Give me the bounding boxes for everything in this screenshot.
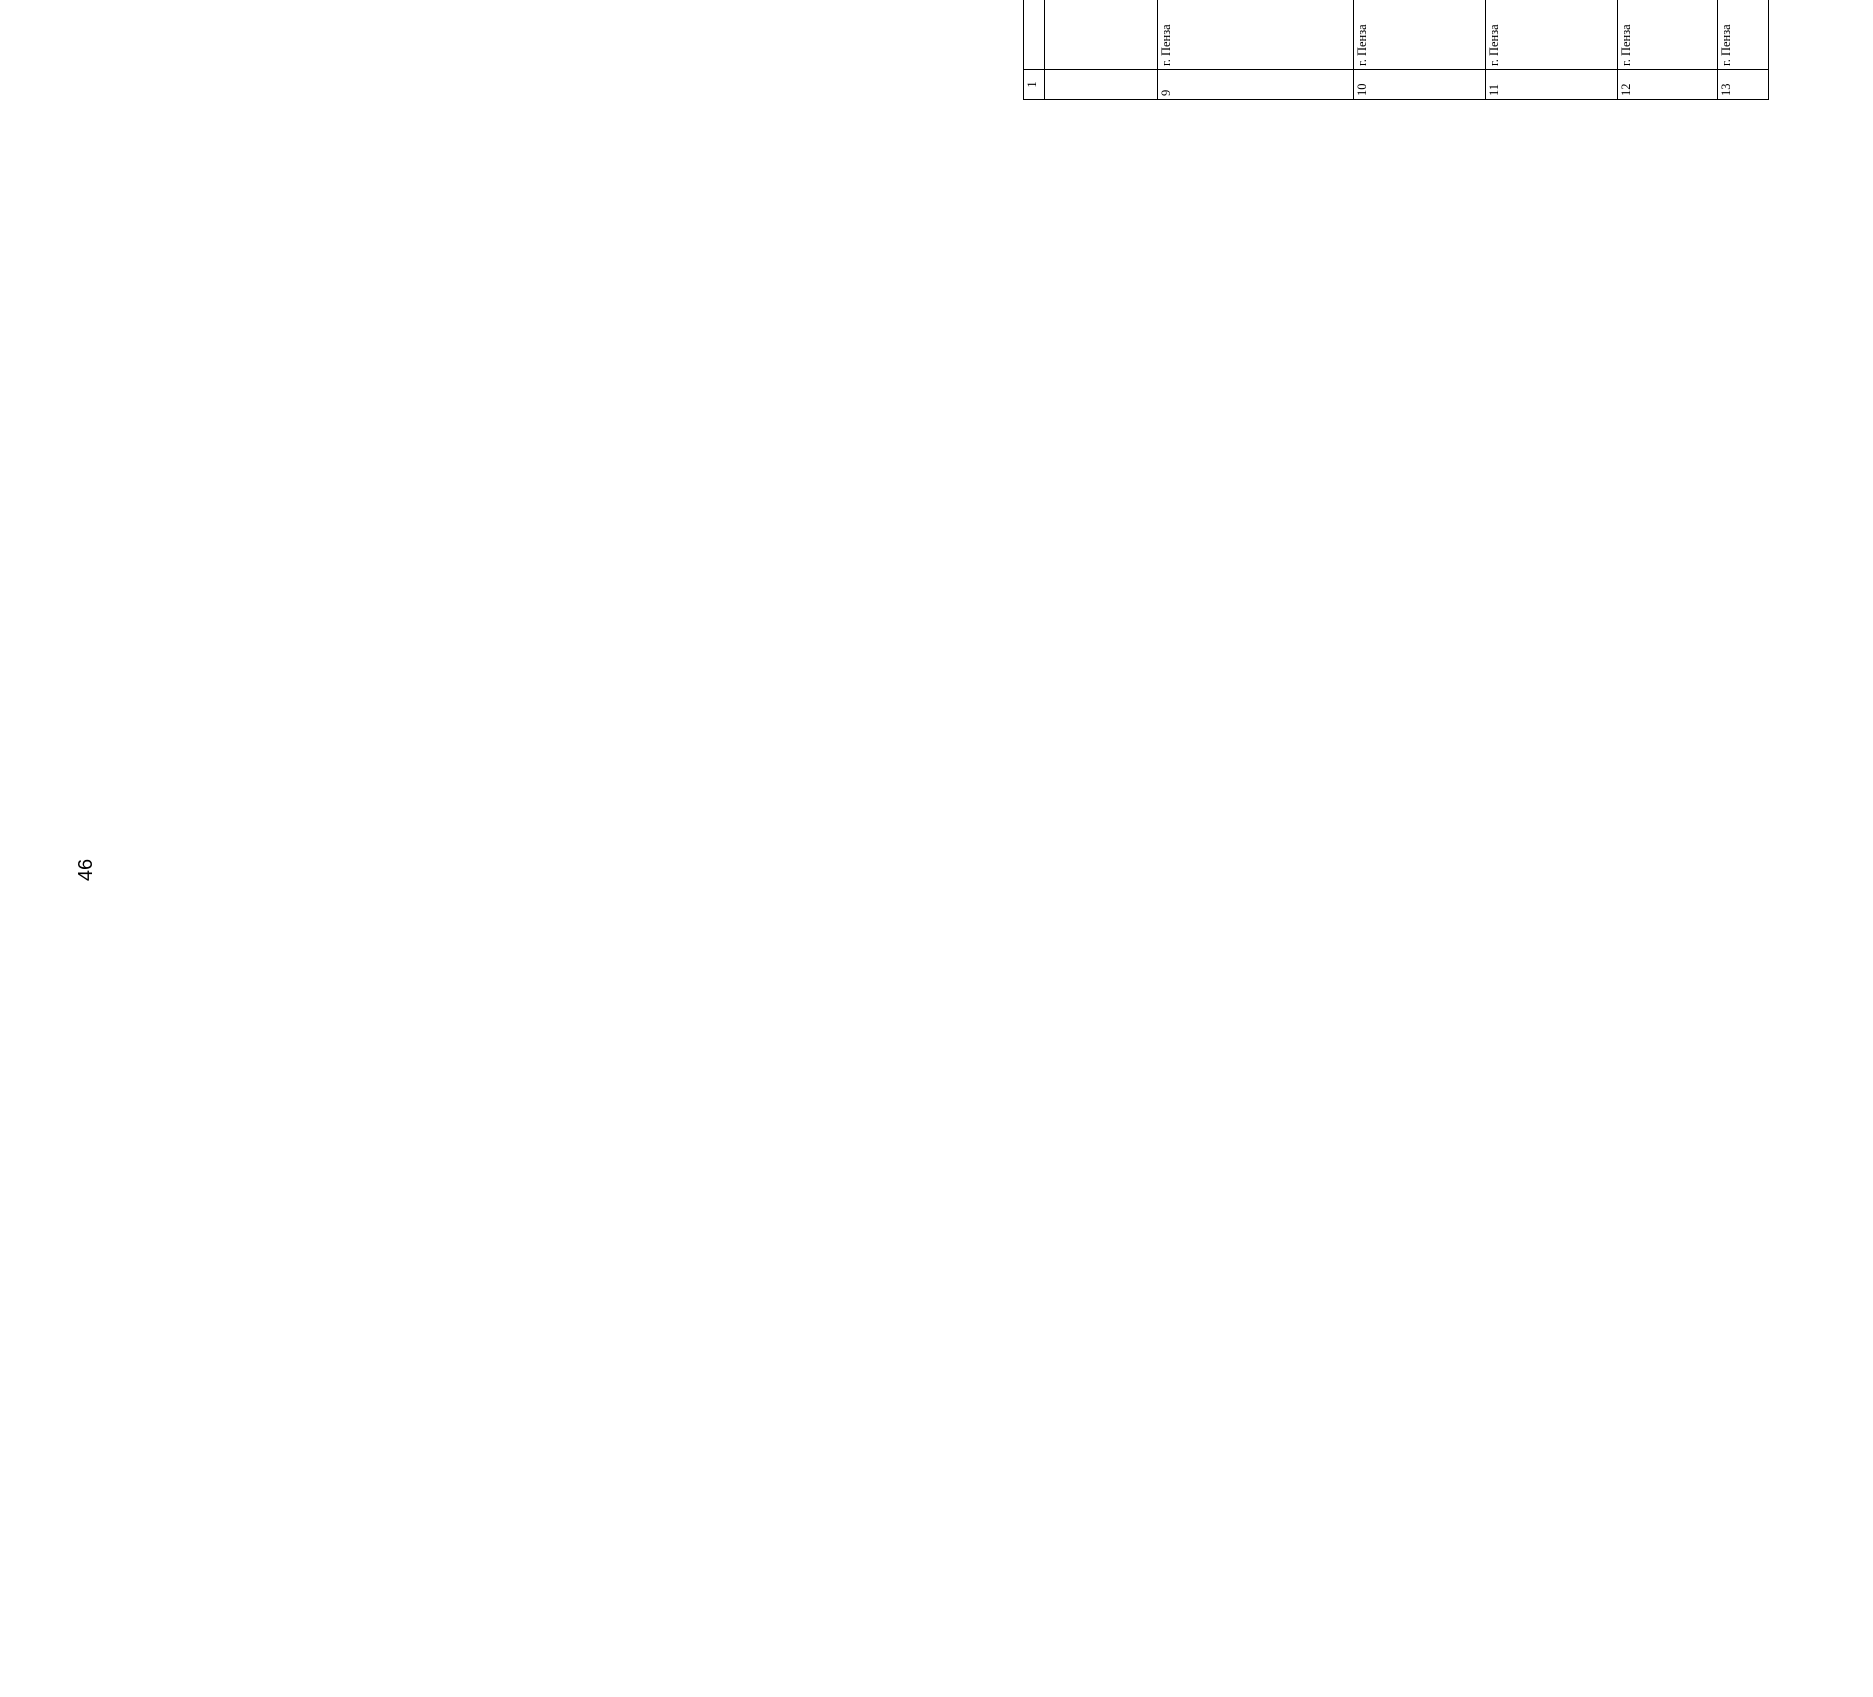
page-number: 46 <box>75 858 97 882</box>
row-number <box>1045 70 1158 100</box>
place-cell: г. Пенза <box>1158 0 1354 70</box>
budget-table <box>1023 0 1769 100</box>
row-number: 12 <box>1618 70 1718 100</box>
table-row <box>1486 0 1503 100</box>
place-cell: г. Пенза <box>1354 0 1486 70</box>
column-number <box>1024 0 1045 70</box>
table-row <box>1718 0 1735 100</box>
row-number: 9 <box>1158 70 1354 100</box>
row-number: 13 <box>1718 70 1769 100</box>
column-number: 1 <box>1024 70 1045 100</box>
place-cell: г. Пенза <box>1618 0 1718 70</box>
row-number: 11 <box>1486 70 1618 100</box>
place-cell: г. Пенза <box>1718 0 1769 70</box>
table-row <box>1354 0 1371 100</box>
table-row <box>1045 0 1158 100</box>
place-cell: г. Пенза <box>1486 0 1618 70</box>
row-number: 10 <box>1354 70 1486 100</box>
table-row <box>1158 0 1175 100</box>
table-row <box>1618 0 1635 100</box>
place-cell <box>1045 0 1158 70</box>
column-number-row <box>1024 0 1045 100</box>
rotated-table-container <box>1023 0 1873 100</box>
